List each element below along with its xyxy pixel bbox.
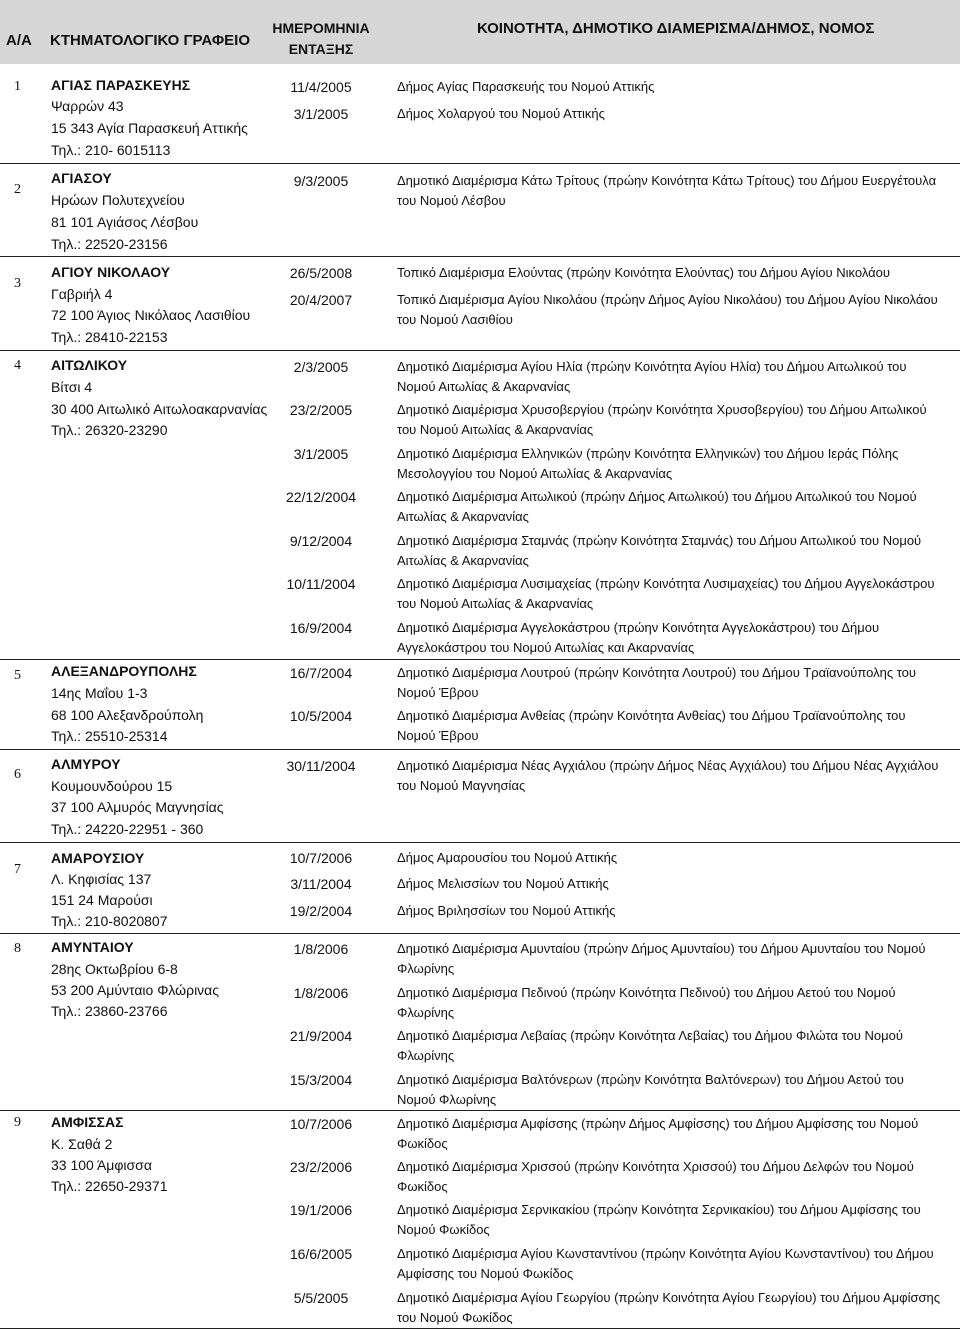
entry-date: 23/2/2005 [289, 402, 353, 418]
entry-date: 10/5/2004 [289, 708, 353, 724]
header-date-line2: ΕΝΤΑΞΗΣ [288, 41, 354, 57]
entry-date: 15/3/2004 [289, 1072, 353, 1088]
entry-date: 19/1/2006 [289, 1202, 353, 1218]
office-address: Κ. Σαθά 2 [51, 1136, 113, 1152]
entry-description: Δήμος Βριλησσίων του Νομού Αττικής [397, 903, 616, 918]
office-address: Ψαρρών 43 [51, 98, 124, 114]
office-phone: Τηλ.: 26320-23290 [51, 422, 168, 438]
entry-description: Δημοτικό Διαμέρισμα Αγίου Κωνσταντίνου (πρώην Κοινότητα Αγίου Κωνσταντίνου) του Δήμου Αμφίσσης του Νομού Φωκίδος [397, 1246, 934, 1281]
entry-description: Τοπικό Διαμέρισμα Αγίου Νικολάου (πρώην Δήμος Αγίου Νικολάου) του Δήμου Αγίου Νικολάου του Νομού Λασιθίου [397, 292, 938, 327]
row-divider [0, 659, 960, 660]
entry-date: 3/1/2005 [293, 446, 349, 462]
row-divider [0, 1328, 960, 1329]
office-city: 72 100 Άγιος Νικόλαος Λασιθίου [51, 307, 251, 323]
office-city: 53 200 Αμύνταιο Φλώρινας [51, 982, 220, 998]
office-city: 151 24 Μαρούσι [51, 892, 153, 908]
entry-date: 16/7/2004 [289, 665, 353, 681]
entry-description: Δημοτικό Διαμέρισμα Αιτωλικού (πρώην Δήμος Αιτωλικού) του Δήμου Αιτωλικού του Νομού Αιτωλίας & Ακαρνανίας [397, 489, 917, 524]
office-address: Γαβριήλ 4 [51, 286, 113, 302]
office-phone: Τηλ.: 210-8020807 [51, 913, 168, 929]
office-name: ΑΓΙΟΥ ΝΙΚΟΛΑΟΥ [51, 264, 171, 280]
office-name: ΑΛΕΞΑΝΔΡΟΥΠΟΛΗΣ [51, 663, 197, 679]
office-city: 15 343 Αγία Παρασκευή Αττικής [51, 120, 248, 136]
entry-description: Δημοτικό Διαμέρισμα Ανθείας (πρώην Κοινότητα Ανθείας) του Δήμου Τραϊανούπολης του Νομού Έβρου [397, 708, 906, 743]
table-header [0, 0, 960, 64]
row-number: 3 [14, 276, 21, 291]
entry-description: Δήμος Μελισσίων του Νομού Αττικής [397, 876, 609, 891]
office-phone: Τηλ.: 25510-25314 [51, 728, 168, 744]
header-area: ΚΟΙΝΟΤΗΤΑ, ΔΗΜΟΤΙΚΟ ΔΙΑΜΕΡΙΣΜΑ/ΔΗΜΟΣ, ΝΟΜΟΣ [477, 20, 875, 37]
row-divider [0, 1110, 960, 1111]
office-city: 81 101 Αγιάσος Λέσβου [51, 214, 199, 230]
office-city: 68 100 Αλεξανδρούπολη [51, 707, 204, 723]
entry-description: Δημοτικό Διαμέρισμα Κάτω Τρίτους (πρώην Κοινότητα Κάτω Τρίτους) του Δήμου Ευεργέτουλα του Νομού Λέσβου [397, 173, 937, 208]
header-aa: Α/Α [6, 32, 32, 49]
entry-description: Δημοτικό Διαμέρισμα Σερνικακίου (πρώην Κοινότητα Σερνικακίου) του Δήμου Αμφίσσης του Νομού Φωκίδος [397, 1202, 921, 1237]
office-city: 37 100 Αλμυρός Μαγνησίας [51, 799, 224, 815]
row-divider [0, 749, 960, 750]
row-number: 1 [14, 79, 21, 94]
entry-date: 10/11/2004 [286, 576, 356, 592]
office-name: ΑΜΥΝΤΑΙΟΥ [51, 939, 134, 955]
office-phone: Τηλ.: 24220-22951 - 360 [51, 821, 204, 837]
entry-date: 5/5/2005 [293, 1290, 349, 1306]
entry-date: 10/7/2006 [289, 850, 353, 866]
row-divider [0, 933, 960, 934]
entry-description: Δημοτικό Διαμέρισμα Χρισσού (πρώην Κοινότητα Χρισσού) του Δήμου Δελφών του Νομού Φωκίδος [397, 1159, 914, 1194]
header-office: ΚΤΗΜΑΤΟΛΟΓΙΚΟ ΓΡΑΦΕΙΟ [50, 32, 250, 49]
row-number: 2 [14, 182, 21, 197]
entry-date: 20/4/2007 [289, 292, 353, 308]
row-number: 5 [14, 668, 21, 683]
office-phone: Τηλ.: 23860-23766 [51, 1003, 168, 1019]
entry-date: 9/3/2005 [293, 173, 349, 189]
entry-date: 30/11/2004 [286, 758, 356, 774]
entry-description: Δημοτικό Διαμέρισμα Αγίου Ηλία (πρώην Κοινότητα Αγίου Ηλία) του Δήμου Αιτωλικού του Νομού Αιτωλίας & Ακαρνανίας [397, 359, 907, 394]
office-name: ΑΓΙΑΣ ΠΑΡΑΣΚΕΥΗΣ [51, 77, 191, 93]
entry-date: 11/4/2005 [290, 79, 352, 95]
office-phone: Τηλ.: 22520-23156 [51, 236, 168, 252]
office-phone: Τηλ.: 28410-22153 [51, 329, 168, 345]
entry-date: 9/12/2004 [289, 533, 353, 549]
entry-date: 22/12/2004 [285, 489, 357, 505]
row-divider [0, 163, 960, 164]
entry-description: Δημοτικό Διαμέρισμα Λυσιμαχείας (πρώην Κοινότητα Λυσιμαχείας) του Δήμου Αγγελοκάστρου του Νομού Αιτωλίας & Ακαρνανίας [397, 576, 935, 611]
header-date-line1: ΗΜΕΡΟΜΗΝΙΑ [272, 20, 370, 36]
office-address: Κουμουνδούρου 15 [51, 778, 173, 794]
entry-description: Δημοτικό Διαμέρισμα Λουτρού (πρώην Κοινότητα Λουτρού) του Δήμου Τραϊανούπολης του Νομού Έβρου [397, 665, 917, 700]
row-number: 7 [14, 862, 21, 877]
entry-description: Δημοτικό Διαμέρισμα Πεδινού (πρώην Κοινότητα Πεδινού) του Δήμου Αετού του Νομού Φλωρίνης [397, 985, 896, 1020]
entry-description: Δημοτικό Διαμέρισμα Αμφίσσης (πρώην Δήμος Αμφίσσης) του Δήμου Αμφίσσης του Νομού Φωκίδος [397, 1116, 919, 1151]
office-name: ΑΜΑΡΟΥΣΙΟΥ [51, 850, 145, 866]
row-divider [0, 350, 960, 351]
office-name: ΑΙΤΩΛΙΚΟΥ [51, 357, 128, 373]
entry-date: 19/2/2004 [289, 903, 353, 919]
office-name: ΑΓΙΑΣΟΥ [51, 170, 112, 186]
entry-date: 3/11/2004 [290, 876, 352, 892]
entry-description: Δημοτικό Διαμέρισμα Χρυσοβεργίου (πρώην Κοινότητα Χρυσοβεργίου) του Δήμου Αιτωλικού του Νομού Αιτωλίας & Ακαρνανίας [397, 402, 927, 437]
row-number: 9 [14, 1115, 21, 1130]
row-number: 6 [14, 767, 21, 782]
entry-date: 16/6/2005 [289, 1246, 353, 1262]
entry-description: Δήμος Αμαρουσίου του Νομού Αττικής [397, 850, 618, 865]
entry-description: Τοπικό Διαμέρισμα Ελούντας (πρώην Κοινότητα Ελούντας) του Δήμου Αγίου Νικολάου [397, 265, 890, 280]
entry-date: 3/1/2005 [293, 106, 349, 122]
office-address: 28ης Οκτωβρίου 6-8 [51, 961, 178, 977]
entry-date: 2/3/2005 [293, 359, 349, 375]
office-name: ΑΛΜΥΡΟΥ [51, 756, 121, 772]
entry-date: 1/8/2006 [293, 941, 349, 957]
entry-date: 16/9/2004 [289, 620, 353, 636]
entry-description: Δημοτικό Διαμέρισμα Αγγελοκάστρου (πρώην Κοινότητα Αγγελοκάστρου) του Δήμου Αγγελοκάστρου του Νομού Αιτωλίας και Ακαρνανίας [397, 620, 880, 655]
office-address: Λ. Κηφισίας 137 [51, 871, 152, 887]
office-city: 30 400 Αιτωλικό Αιτωλοακαρνανίας [51, 401, 268, 417]
office-phone: Τηλ.: 210- 6015113 [51, 142, 171, 158]
entry-description: Δημοτικό Διαμέρισμα Σταμνάς (πρώην Κοινότητα Σταμνάς) του Δήμου Αιτωλικού του Νομού Αιτωλίας & Ακαρνανίας [397, 533, 922, 568]
office-city: 33 100 Άμφισσα [51, 1157, 152, 1173]
office-address: Ηρώων Πολυτεχνείου [51, 192, 185, 208]
row-divider [0, 256, 960, 257]
entry-date: 26/5/2008 [289, 265, 353, 281]
entry-description: Δημοτικό Διαμέρισμα Αμυνταίου (πρώην Δήμος Αμυνταίου) του Δήμου Αμυνταίου του Νομού Φλωρίνης [397, 941, 926, 976]
entry-description: Δημοτικό Διαμέρισμα Λεβαίας (πρώην Κοινότητα Λεβαίας) του Δήμου Φιλώτα του Νομού Φλωρίνης [397, 1028, 903, 1063]
entry-date: 10/7/2006 [289, 1116, 353, 1132]
office-phone: Τηλ.: 22650-29371 [51, 1178, 168, 1194]
office-address: 14ης Μαΐου 1-3 [51, 685, 148, 701]
row-number: 4 [14, 358, 21, 373]
entry-date: 23/2/2006 [289, 1159, 353, 1175]
office-address: Βίτσι 4 [51, 379, 93, 395]
entry-description: Δημοτικό Διαμέρισμα Βαλτόνερων (πρώην Κοινότητα Βαλτόνερων) του Δήμου Αετού του Νομού Φλωρίνης [397, 1072, 904, 1107]
entry-description: Δημοτικό Διαμέρισμα Νέας Αγχιάλου (πρώην Δήμος Νέας Αγχιάλου) του Δήμου Νέας Αγχιάλου του Νομού Μαγνησίας [397, 758, 939, 793]
entry-description: Δημοτικό Διαμέρισμα Ελληνικών (πρώην Κοινότητα Ελληνικών) του Δήμου Ιεράς Πόλης Μεσολογγίου του Νομού Αιτωλίας & Ακαρνανίας [397, 446, 899, 481]
entry-description: Δημοτικό Διαμέρισμα Αγίου Γεωργίου (πρώην Κοινότητα Αγίου Γεωργίου) του Δήμου Αμφίσσης του Νομού Φωκίδος [397, 1290, 941, 1325]
entry-description: Δήμος Αγίας Παρασκευής του Νομού Αττικής [397, 79, 655, 94]
row-divider [0, 842, 960, 843]
entry-date: 1/8/2006 [293, 985, 349, 1001]
entry-description: Δήμος Χολαργού του Νομού Αττικής [397, 106, 605, 121]
office-name: ΑΜΦΙΣΣΑΣ [51, 1114, 124, 1130]
entry-date: 21/9/2004 [289, 1028, 353, 1044]
row-number: 8 [14, 941, 21, 956]
